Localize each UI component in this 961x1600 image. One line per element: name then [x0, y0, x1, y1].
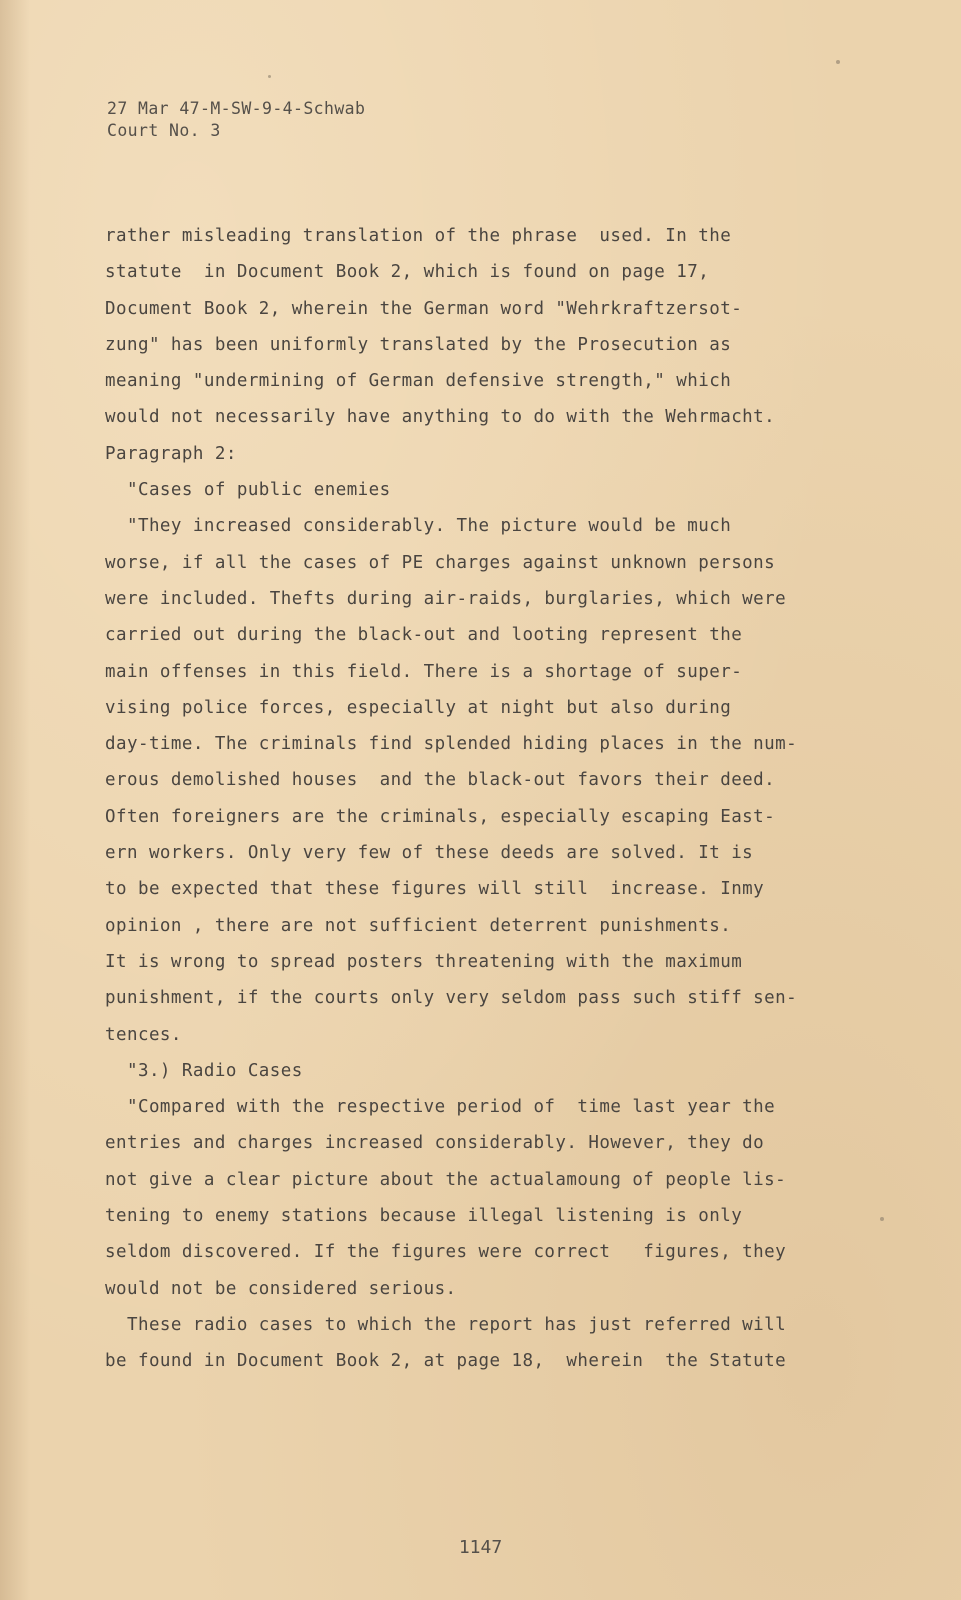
text-line: It is wrong to spread posters threatening with the maximum — [105, 951, 743, 972]
text-line: statute in Document Book 2, which is found on page 17, — [105, 262, 710, 283]
text-line: carried out during the black-out and looting represent the — [105, 625, 743, 646]
paper-speck — [880, 1217, 884, 1221]
text-line: punishment, if the courts only very seldom pass such stiff sen- — [105, 988, 798, 1009]
transcript-body — [105, 218, 895, 1380]
text-line: tening to enemy stations because illegal listening is only — [105, 1206, 743, 1227]
text-line: day-time. The criminals find splended hiding places in the num- — [105, 734, 798, 755]
text-line: entries and charges increased considerably. However, they do — [105, 1133, 765, 1154]
text-line: not give a clear picture about the actualamoung of people lis- — [105, 1169, 787, 1190]
text-line: These radio cases to which the report has just referred will — [105, 1314, 787, 1335]
page-number: 1147 — [458, 1537, 503, 1558]
text-line: erous demolished houses and the black-out favors their deed. — [105, 770, 776, 791]
paper-speck — [268, 75, 271, 78]
text-line: meaning "undermining of German defensive strength," which — [105, 371, 732, 392]
text-line: "Cases of public enemies — [105, 480, 391, 501]
text-line: would not necessarily have anything to do with the Wehrmacht. — [105, 407, 776, 428]
text-line: opinion , there are not sufficient deterrent punishments. — [105, 915, 732, 936]
text-line: vising police forces, especially at night but also during — [105, 697, 732, 718]
text-line: be found in Document Book 2, at page 18, wherein the Statute — [105, 1351, 787, 1372]
text-line: were included. Thefts during air-raids, burglaries, which were — [105, 588, 787, 609]
text-line: worse, if all the cases of PE charges against unknown persons — [105, 552, 776, 573]
text-line: "Compared with the respective period of time last year the — [105, 1097, 776, 1118]
text-line: "They increased considerably. The picture would be much — [105, 516, 732, 537]
text-line: Often foreigners are the criminals, especially escaping East- — [105, 806, 776, 827]
text-line: seldom discovered. If the figures were correct figures, they — [105, 1242, 787, 1263]
text-line: Paragraph 2: — [105, 443, 237, 464]
page-edge-shading — [0, 0, 30, 1600]
header-case-reference: 27 Mar 47-M-SW-9-4-Schwab — [107, 99, 366, 118]
text-line: zung" has been uniformly translated by the Prosecution as — [105, 334, 732, 355]
text-line: main offenses in this field. There is a shortage of super- — [105, 661, 743, 682]
text-line: to be expected that these figures will still increase. Inmy — [105, 879, 765, 900]
text-line: rather misleading translation of the phrase used. In the — [105, 226, 732, 246]
text-line: "3.) Radio Cases — [105, 1060, 303, 1081]
text-line: Document Book 2, wherein the German word "Wehrkraftzersot- — [105, 298, 743, 319]
text-line: ern workers. Only very few of these deeds are solved. It is — [105, 843, 754, 864]
header-court-number: Court No. 3 — [107, 121, 221, 140]
text-line: would not be considered serious. — [105, 1278, 457, 1299]
document-header — [107, 98, 365, 142]
paper-speck — [836, 60, 840, 64]
text-line: tences. — [105, 1024, 182, 1045]
